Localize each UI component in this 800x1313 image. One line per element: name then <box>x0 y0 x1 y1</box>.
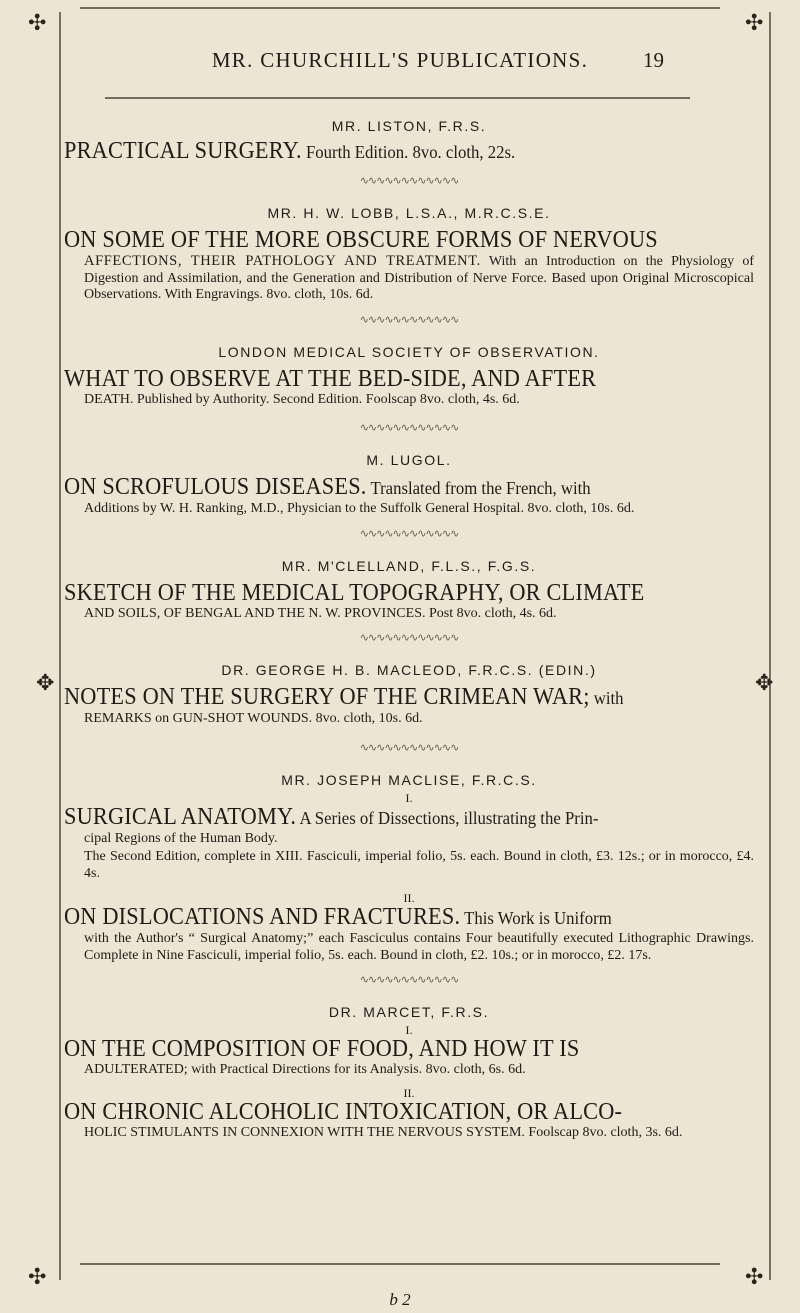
entry-london-medical-society <box>64 344 754 409</box>
svg-text:✥: ✥ <box>755 671 774 696</box>
entry-liston <box>64 118 754 165</box>
entry-author: LONDON MEDICAL SOCIETY OF OBSERVATION. <box>218 343 600 360</box>
page-number: 19 <box>643 48 664 72</box>
divider: ∿∿∿∿∿∿∿∿∿∿∿∿ <box>359 175 459 187</box>
entry-title <box>64 684 706 711</box>
entry-title: ON CHRONIC ALCOHOLIC INTOXICATION, OR ALCO- <box>64 1098 623 1125</box>
title-text: SURGICAL ANATOMY. <box>64 803 297 830</box>
entry-title: SKETCH OF THE MEDICAL TOPOGRAPHY, OR CLIMATE <box>64 579 645 606</box>
entry-author: MR. H. W. LOBB, L.S.A., M.R.C.S.E. <box>267 205 551 221</box>
running-header <box>0 48 800 78</box>
description-text: With an Introduction on the Physiology of Digestion and Assimilation, and the Generation and Distribution of Nerve Force. Based upon Original Microscopical Observations. With Engravings. 8vo. cloth, 10s. 6d. <box>84 254 754 302</box>
divider: ∿∿∿∿∿∿∿∿∿∿∿∿ <box>359 741 459 754</box>
section-numeral: II. <box>403 891 415 905</box>
description-caps: AFFECTIONS, THEIR PATHOLOGY AND TREATMENT. <box>84 253 481 269</box>
entry-title <box>64 904 706 931</box>
title-rest: This Work is Uniform <box>460 908 612 928</box>
title-text: PRACTICAL SURGERY. <box>64 138 302 164</box>
entry-author: MR. M'CLELLAND, F.L.S., F.G.S. <box>281 557 537 574</box>
divider: ∿∿∿∿∿∿∿∿∿∿∿∿ <box>359 974 459 986</box>
entry-marcet <box>64 1004 754 1141</box>
entry-title <box>64 474 706 501</box>
title-rest: with <box>589 688 624 708</box>
divider: ∿∿∿∿∿∿∿∿∿∿∿∿ <box>359 313 459 326</box>
entry-author: MR. JOSEPH MACLISE, F.R.C.S. <box>281 771 537 788</box>
title-text: ON SCROFULOUS DISEASES. <box>64 474 367 500</box>
entry-macleod <box>64 662 754 728</box>
signature-mark: b 2 <box>389 1290 411 1309</box>
entry-description: AND SOILS, OF BENGAL AND THE N. W. PROVINCES. Post 8vo. cloth, 4s. 6d. <box>84 605 557 621</box>
title-text: ON DISLOCATIONS AND FRACTURES. <box>64 904 461 930</box>
entry-title <box>64 804 706 831</box>
divider: ∿∿∿∿∿∿∿∿∿∿∿∿ <box>359 422 459 434</box>
title-rest: Fourth Edition. 8vo. cloth, 22s. <box>301 142 516 162</box>
running-title: MR. CHURCHILL'S PUBLICATIONS. <box>211 48 589 72</box>
title-rest: A Series of Dissections, illustrating the Prin- <box>296 807 599 828</box>
svg-text:✥: ✥ <box>36 671 55 696</box>
entry-title: WHAT TO OBSERVE AT THE BED-SIDE, AND AFTER <box>64 365 597 392</box>
svg-text:✣: ✣ <box>745 1265 764 1290</box>
entry-mclelland <box>64 558 754 623</box>
entry-author: M. LUGOL. <box>366 452 452 468</box>
svg-text:✣: ✣ <box>28 11 47 36</box>
entry-title: ON SOME OF THE MORE OBSCURE FORMS OF NERVOUS <box>64 227 658 253</box>
divider: ∿∿∿∿∿∿∿∿∿∿∿∿ <box>359 527 459 540</box>
section-numeral: I. <box>405 1023 413 1037</box>
entry-description: HOLIC STIMULANTS IN CONNEXION WITH THE NERVOUS SYSTEM. Foolscap 8vo. cloth, 3s. 6d. <box>84 1124 683 1140</box>
entry-description: The Second Edition, complete in XIII. Fasciculi, imperial folio, 5s. each. Bound in cloth, £3. 12s.; or in morocco, £4. 4s. <box>84 849 754 881</box>
entry-maclise <box>64 772 754 965</box>
entry-description: ADULTERATED; with Practical Directions for its Analysis. 8vo. cloth, 6s. 6d. <box>84 1062 526 1077</box>
svg-text:✣: ✣ <box>28 1265 47 1290</box>
catalogue-content <box>64 118 754 1141</box>
entry-description: Additions by W. H. Ranking, M.D., Physician to the Suffolk General Hospital. 8vo. cloth, 10s. 6d. <box>84 501 635 516</box>
entry-description: DEATH. Published by Authority. Second Edition. Foolscap 8vo. cloth, 4s. 6d. <box>84 391 520 407</box>
entry-description: with the Author's “ Surgical Anatomy;” each Fasciculus contains Four beautifully executed Lithographic Drawings. Complete in Nine Fasciculi, imperial folio, 5s. each. Bound in cloth, £2. 10s.; or in morocco, £2. 17s. <box>84 931 754 963</box>
title-text: NOTES ON THE SURGERY OF THE CRIMEAN WAR; <box>64 684 590 710</box>
title-rest: Translated from the French, with <box>366 478 591 498</box>
entry-author: MR. LISTON, F.R.S. <box>331 118 487 134</box>
entry-title: ON THE COMPOSITION OF FOOD, AND HOW IT IS <box>64 1036 580 1062</box>
entry-description: REMARKS on GUN-SHOT WOUNDS. 8vo. cloth, 10s. 6d. <box>84 711 423 726</box>
section-numeral: I. <box>405 790 413 805</box>
entry-lobb <box>64 205 754 304</box>
entry-lugol <box>64 452 754 518</box>
entry-description: cipal Regions of the Human Body. <box>84 830 278 846</box>
divider: ∿∿∿∿∿∿∿∿∿∿∿∿ <box>359 632 459 644</box>
section-numeral: II. <box>403 1085 415 1100</box>
entry-author: DR. MARCET, F.R.S. <box>328 1004 490 1020</box>
svg-text:✣: ✣ <box>745 11 764 36</box>
entry-description <box>64 253 754 304</box>
entry-author: DR. GEORGE H. B. MACLEOD, F.R.C.S. (EDIN.) <box>221 662 597 678</box>
entry-title <box>64 138 706 165</box>
